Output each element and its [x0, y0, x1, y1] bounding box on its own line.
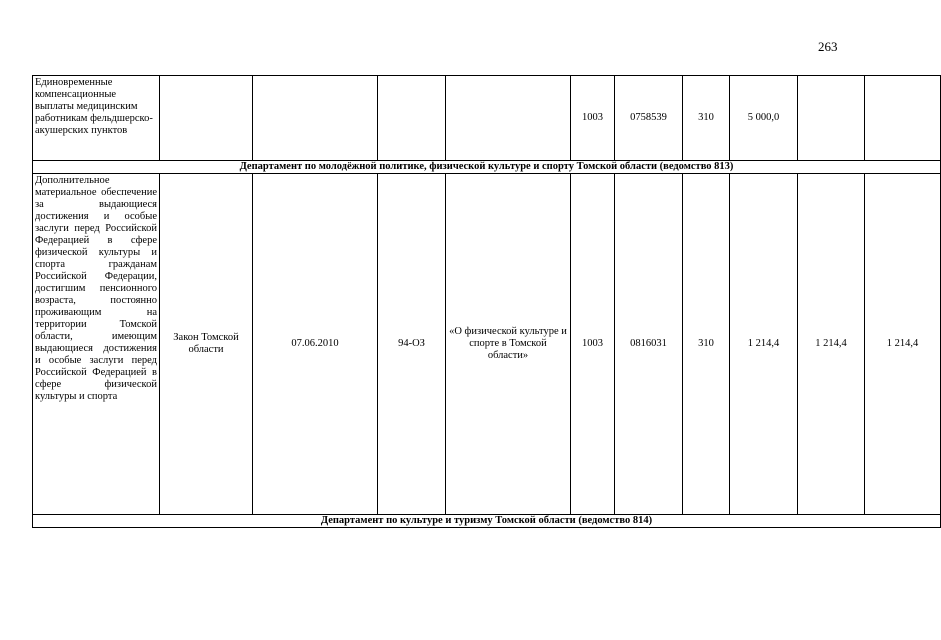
cell-target-code: 0758539 — [615, 76, 683, 161]
cell-doc-type — [160, 76, 253, 161]
cell-amount-3: 1 214,4 — [865, 174, 941, 515]
table-row — [33, 174, 941, 515]
table-row — [33, 76, 941, 161]
cell-description: Дополнительное материальное обеспечение за выдающиеся достижения и особые заслуги перед Российской Федерацией в сфере физической культуры и спорта гражданам Российской Федерации, достигшим пенсионного возраста, постоянно проживающим на территории Томской области, имеющим выдающиеся достижения и особые заслуги перед Российской Федерацией в сфере физической культуры и спорта — [33, 174, 160, 515]
cell-amount-3 — [865, 76, 941, 161]
section-header-814: Департамент по культуре и туризму Томской области (ведомство 814) — [33, 515, 941, 528]
cell-amount-2: 1 214,4 — [798, 174, 865, 515]
cell-doc-number — [378, 76, 446, 161]
cell-amount-1: 1 214,4 — [730, 174, 798, 515]
cell-section-code: 1003 — [571, 76, 615, 161]
cell-amount-2 — [798, 76, 865, 161]
cell-amount-1: 5 000,0 — [730, 76, 798, 161]
section-header-813: Департамент по молодёжной политике, физической культуре и спорту Томской области (ведомство 813) — [33, 161, 941, 174]
cell-doc-name — [446, 76, 571, 161]
cell-doc-name: «О физической культуре и спорте в Томской области» — [446, 174, 571, 515]
cell-description: Единовременные компенсационные выплаты медицинским работникам фельдшерско-акушерских пунктов — [33, 76, 160, 161]
cell-expense-code: 310 — [683, 76, 730, 161]
page-number: 263 — [818, 39, 838, 54]
cell-date: 07.06.2010 — [253, 174, 378, 515]
budget-table — [32, 75, 941, 528]
cell-doc-type: Закон Томской области — [160, 174, 253, 515]
cell-doc-number: 94-ОЗ — [378, 174, 446, 515]
cell-target-code: 0816031 — [615, 174, 683, 515]
cell-expense-code: 310 — [683, 174, 730, 515]
section-header-row — [33, 515, 941, 528]
cell-section-code: 1003 — [571, 174, 615, 515]
cell-date — [253, 76, 378, 161]
section-header-row — [33, 161, 941, 174]
